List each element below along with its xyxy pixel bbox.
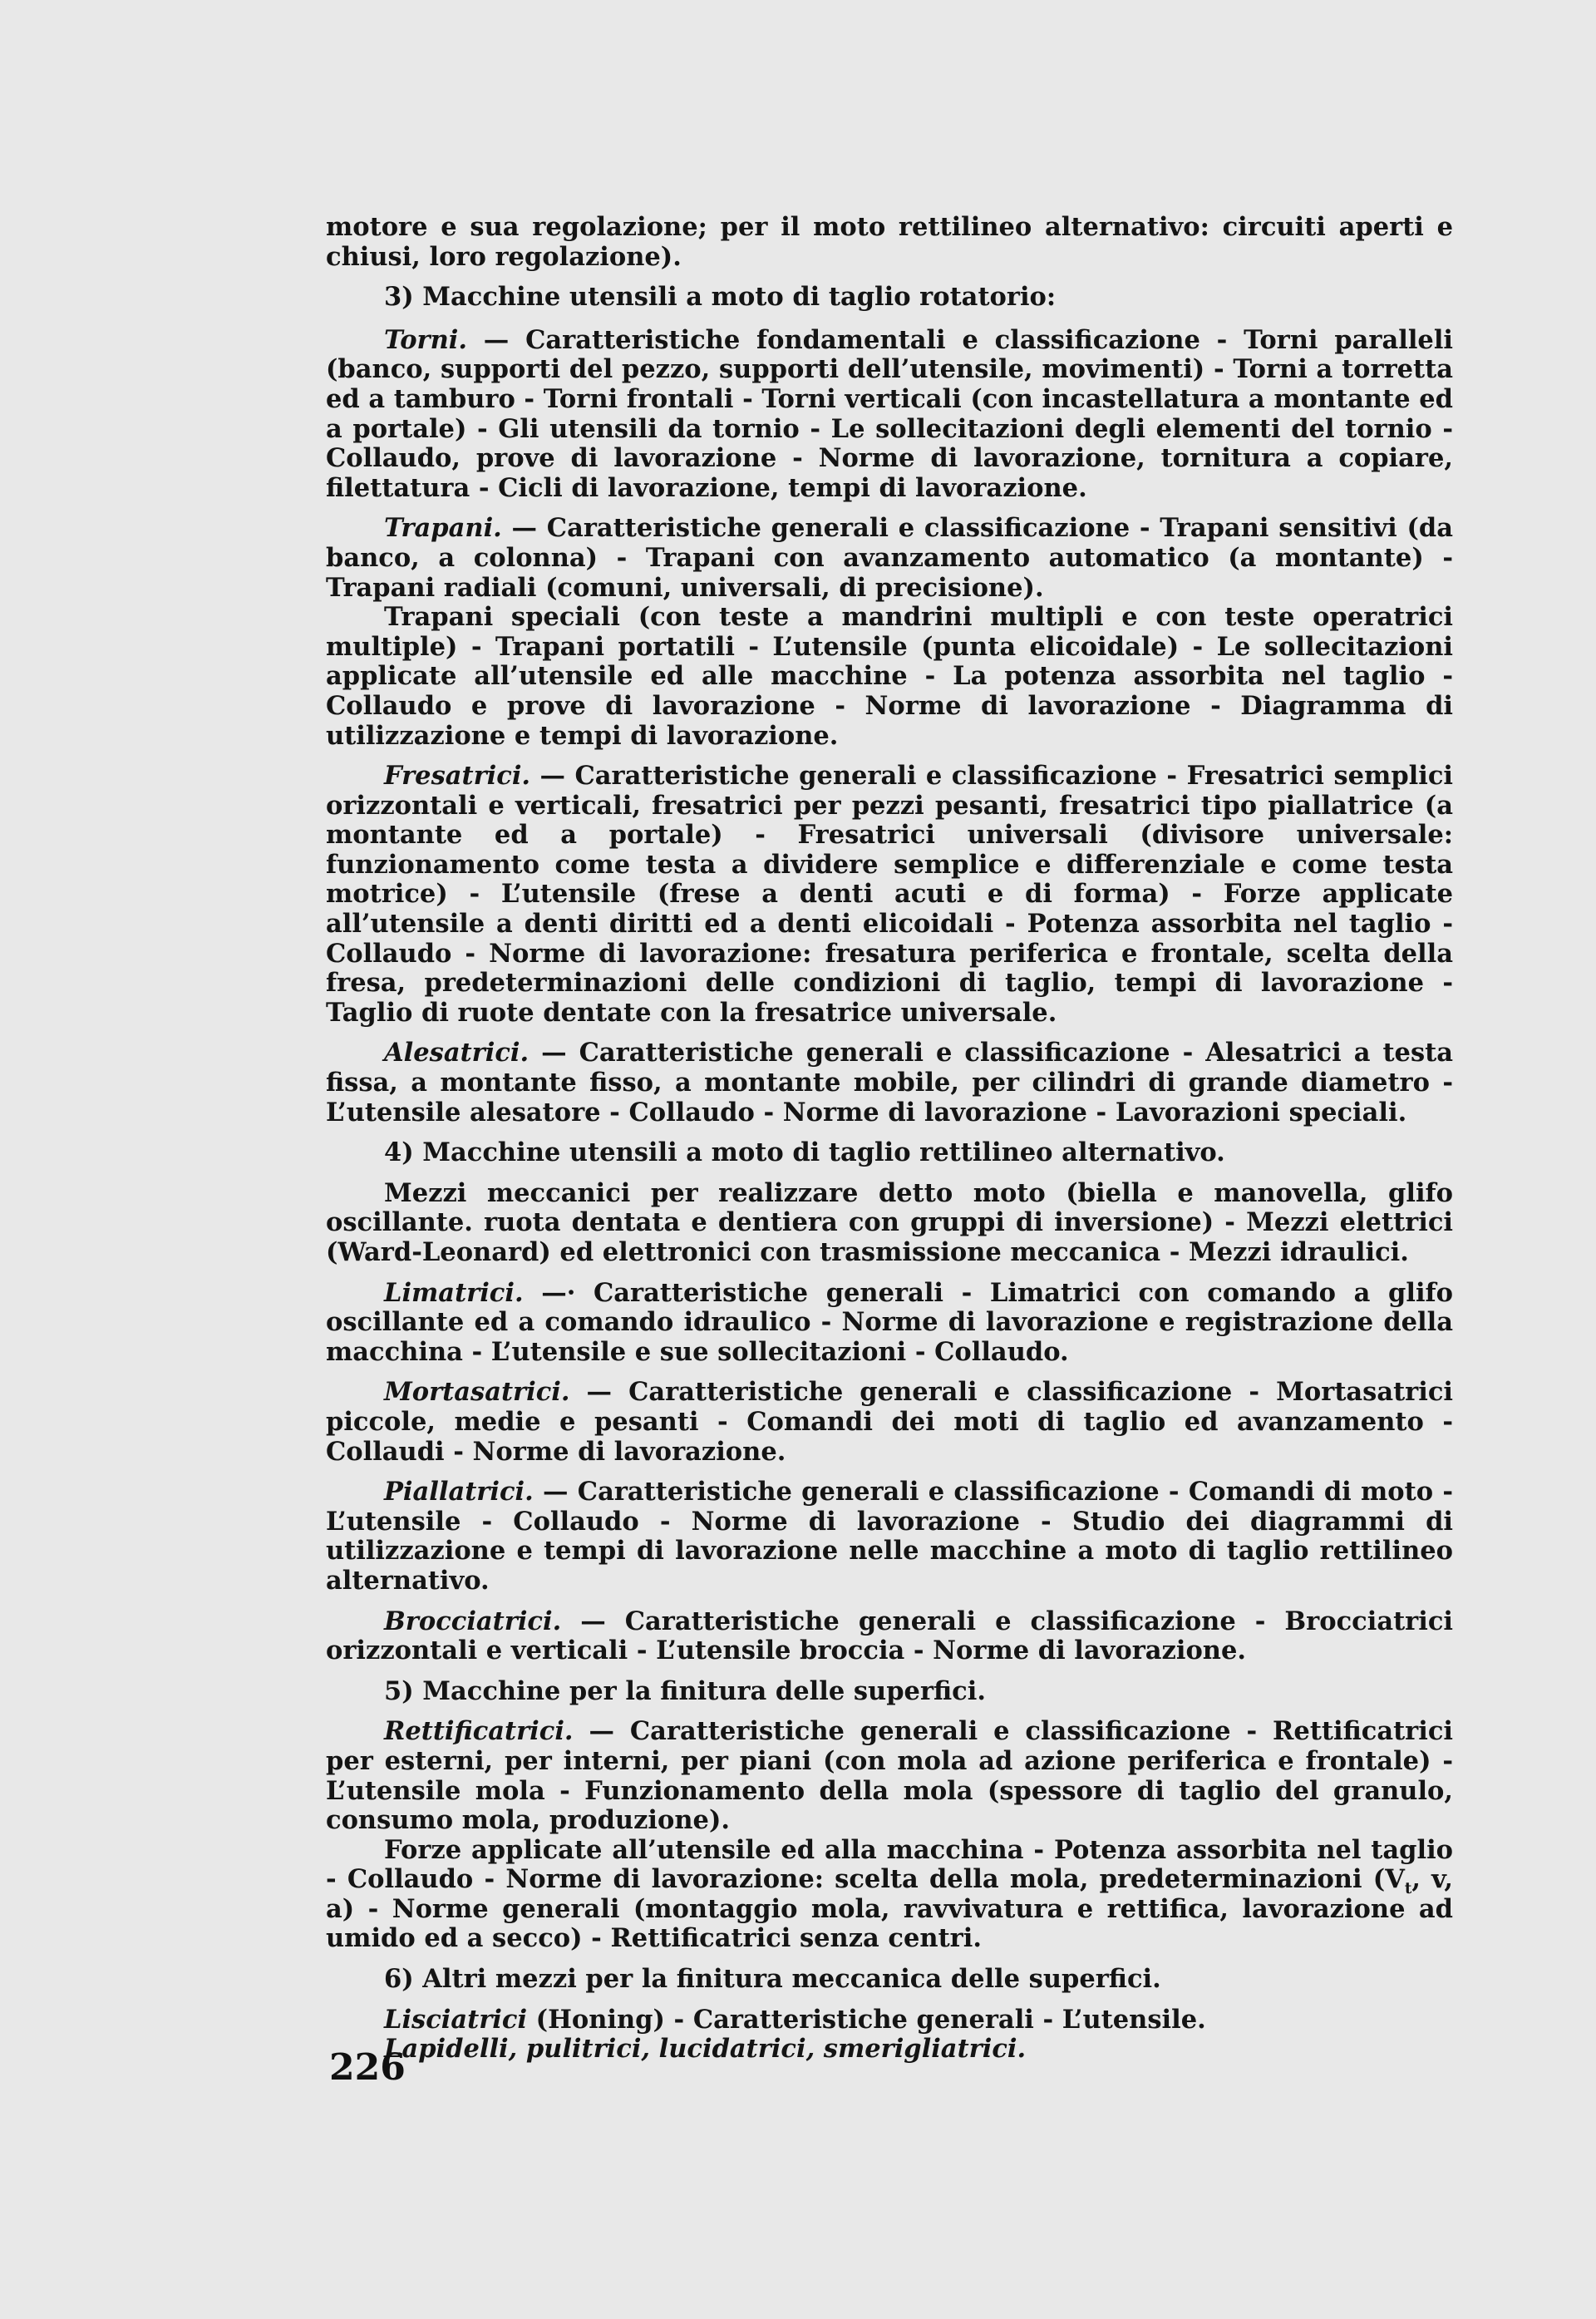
paragraph-lead: Lisciatrici bbox=[384, 2004, 528, 2035]
page-number: 226 bbox=[329, 2046, 406, 2089]
paragraph-torni bbox=[326, 326, 1453, 504]
subscript: t bbox=[1404, 1880, 1412, 1898]
paragraph-text: motore e sua regolazione; per il moto rettilineo alternativo: circuiti aperti e chiusi, loro regolazione). bbox=[326, 212, 1453, 272]
paragraph-lisciatrici bbox=[326, 2006, 1453, 2035]
paragraph-mortasatrici bbox=[326, 1378, 1453, 1467]
paragraph-text: (Honing) - Caratteristiche generali - L’utensile. bbox=[527, 2004, 1206, 2035]
paragraph-lapidelli bbox=[326, 2035, 1453, 2065]
paragraph-text: —· Caratteristiche generali - Limatrici con comando a glifo oscillante ed a comando idraulico - Norme di lavorazione e registrazione della macchina - L’utensile e sue sollecitazioni - Collaudo. bbox=[326, 1277, 1453, 1367]
paragraph-lead: Alesatrici. bbox=[384, 1038, 530, 1068]
paragraph-text: — Caratteristiche generali e classificazione - Alesatrici a testa fissa, a montante fisso, a montante mobile, per cilindri di grande diametro - L’utensile alesatore - Collaudo - Norme di lavorazione - Lavorazioni speciali. bbox=[326, 1038, 1453, 1127]
paragraph-lead: Limatrici. bbox=[384, 1277, 524, 1308]
heading-text: 3) Macchine utensili a moto di taglio rotatorio: bbox=[384, 282, 1057, 313]
paragraph-text: — Caratteristiche generali e classificazione - Fresatrici semplici orizzontali e verticali, fresatrici per pezzi pesanti, fresatrici tipo piallatrice (a montante ed a portale) - Fresatrici universali (divisore universale: funzionamento come testa a dividere semplice e differenziale e come testa motrice) - L’utensile (frese a denti acuti e di forma) - Forze applicate all’utensile a denti diritti ed a denti elicoidali - Potenza assorbita nel taglio - Collaudo - Norme di lavorazione: fresatura periferica e frontale, scelta della fresa, predeterminazioni delle condizioni di taglio, tempi di lavorazione - Taglio di ruote dentate con la fresatrice universale. bbox=[326, 761, 1453, 1028]
paragraph-lead: Brocciatrici. bbox=[384, 1606, 562, 1636]
paragraph-brocciatrici bbox=[326, 1607, 1453, 1666]
paragraph-piallatrici bbox=[326, 1478, 1453, 1596]
paragraph-trapani-speciali bbox=[326, 603, 1453, 751]
heading-section-5 bbox=[326, 1677, 1453, 1707]
heading-section-6 bbox=[326, 1965, 1453, 1995]
paragraph-text: — Caratteristiche generali e classificazione - Rettificatrici per esterni, per interni, per piani (con mola ad azione periferica e frontale) - L’utensile mola - Funzionamento della mola (spessore di taglio del granulo, consumo mola, produzione). bbox=[326, 1716, 1453, 1836]
paragraph-trapani bbox=[326, 514, 1453, 603]
paragraph-text: Trapani speciali (con teste a mandrini multipli e con teste operatrici multiple) - Trapani portatili - L’utensile (punta elicoidale) - Le sollecitazioni applicate all’utensile ed alle macchine - La potenza assorbita nel taglio - Collaudo e prove di lavorazione - Norme di lavorazione - Diagramma di utilizzazione e tempi di lavorazione. bbox=[326, 602, 1453, 751]
paragraph-lead: Mortasatrici. bbox=[384, 1377, 570, 1408]
heading-section-3 bbox=[326, 283, 1453, 313]
paragraph-lead: Lapidelli, pulitrici, lucidatrici, smerigliatrici. bbox=[384, 2034, 1027, 2065]
heading-section-4 bbox=[326, 1138, 1453, 1168]
paragraph-mezzi bbox=[326, 1179, 1453, 1268]
paragraph-text: Forze applicate all’utensile ed alla macchina - Potenza assorbita nel taglio - Collaudo - Norme di lavorazione: scelta della mola, predeterminazioni (V bbox=[326, 1834, 1453, 1895]
paragraph-text: — Caratteristiche generali e classificazione - Mortasatrici piccole, medie e pesanti - Comandi dei moti di taglio ed avanzamento - Collaudi - Norme di lavorazione. bbox=[326, 1377, 1453, 1467]
paragraph-lead: Torni. bbox=[384, 324, 467, 355]
heading-text: 5) Macchine per la finitura delle superfici. bbox=[384, 1675, 986, 1706]
paragraph-text: — Caratteristiche generali e classificazione - Comandi di moto - L’utensile - Collaudo - Norme di lavorazione - Studio dei diagrammi di utilizzazione e tempi di lavorazione nelle macchine a moto di taglio rettilineo alternativo. bbox=[326, 1477, 1453, 1596]
paragraph-lead: Fresatrici. bbox=[384, 761, 531, 792]
paragraph-fresatrici bbox=[326, 762, 1453, 1028]
paragraph-text: — Caratteristiche generali e classificazione - Brocciatrici orizzontali e verticali - L’utensile broccia - Norme di lavorazione. bbox=[326, 1606, 1453, 1666]
paragraph-text-tail: , v, a) - Norme generali (montaggio mola, ravvivatura e rettifica, lavorazione ad umido ed a secco) - Rettificatrici senza centri. bbox=[326, 1864, 1453, 1954]
paragraph-lead: Trapani. bbox=[384, 513, 502, 544]
paragraph-alesatrici bbox=[326, 1039, 1453, 1127]
paragraph-text: Mezzi meccanici per realizzare detto moto (biella e manovella, glifo oscillante. ruota dentata e dentiera con gruppi di inversione) - Mezzi elettrici (Ward-Leonard) ed elettronici con trasmissione meccanica - Mezzi idraulici. bbox=[326, 1177, 1453, 1267]
paragraph-motore bbox=[326, 213, 1453, 272]
paragraph-lead: Rettificatrici. bbox=[384, 1716, 574, 1747]
paragraph-rettificatrici bbox=[326, 1717, 1453, 1835]
paragraph-text: — Caratteristiche fondamentali e classificazione - Torni paralleli (banco, supporti del pezzo, supporti dell’utensile, movimenti) - Torni a torretta ed a tamburo - Torni frontali - Torni verticali (con incastellatura a montante ed a portale) - Gli utensili da tornio - Le sollecitazioni degli elementi del tornio - Collaudo, prove di lavorazione - Norme di lavorazione, tornitura a copiare, filettatura - Cicli di lavorazione, tempi di lavorazione. bbox=[326, 324, 1453, 503]
paragraph-forze bbox=[326, 1836, 1453, 1954]
page-body bbox=[326, 213, 1453, 2065]
paragraph-limatrici bbox=[326, 1279, 1453, 1368]
paragraph-lead: Piallatrici. bbox=[384, 1477, 534, 1507]
heading-text: 4) Macchine utensili a moto di taglio rettilineo alternativo. bbox=[384, 1137, 1225, 1168]
paragraph-text: — Caratteristiche generali e classificazione - Trapani sensitivi (da banco, a colonna) - Trapani con avanzamento automatico (a montante) - Trapani radiali (comuni, universali, di precisione). bbox=[326, 513, 1453, 603]
heading-text: 6) Altri mezzi per la finitura meccanica delle superfici. bbox=[384, 1964, 1161, 1995]
